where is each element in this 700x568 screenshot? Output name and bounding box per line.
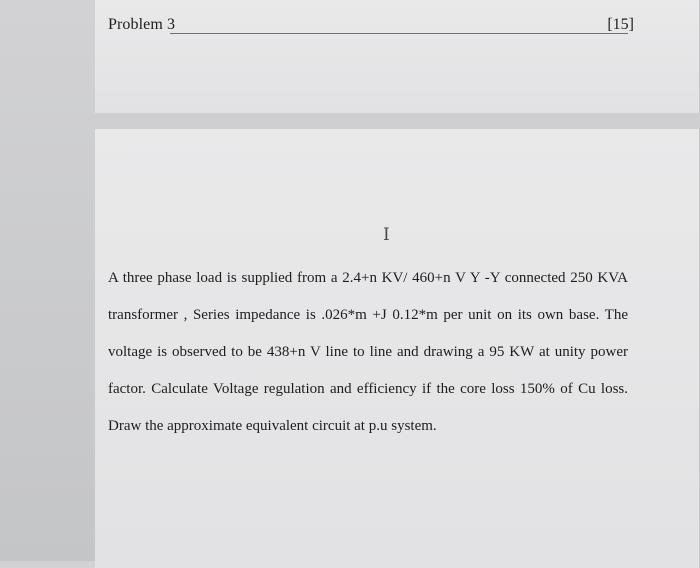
- problem-body-card: [95, 128, 700, 568]
- text-cursor-icon: I: [383, 225, 390, 245]
- problem-header-card: [95, 0, 700, 113]
- header-underline: [170, 33, 628, 34]
- problem-statement: A three phase load is supplied from a 2.4+n KV/ 460+n V Y -Y connected 250 KVA transformer , Series impedance is .026*m +J 0.12*m per unit on its own base. The voltage is observed to be 438+n V line to line and drawing a 95 KW at unity power factor. Calculate Voltage regulation and efficiency if the core loss 150% of Cu loss. Draw the approximate equivalent circuit at p.u system.: [108, 270, 628, 434]
- problem-header: [108, 12, 634, 36]
- problem-title: Problem 3: [108, 16, 176, 33]
- problem-marks: [15]: [607, 16, 634, 33]
